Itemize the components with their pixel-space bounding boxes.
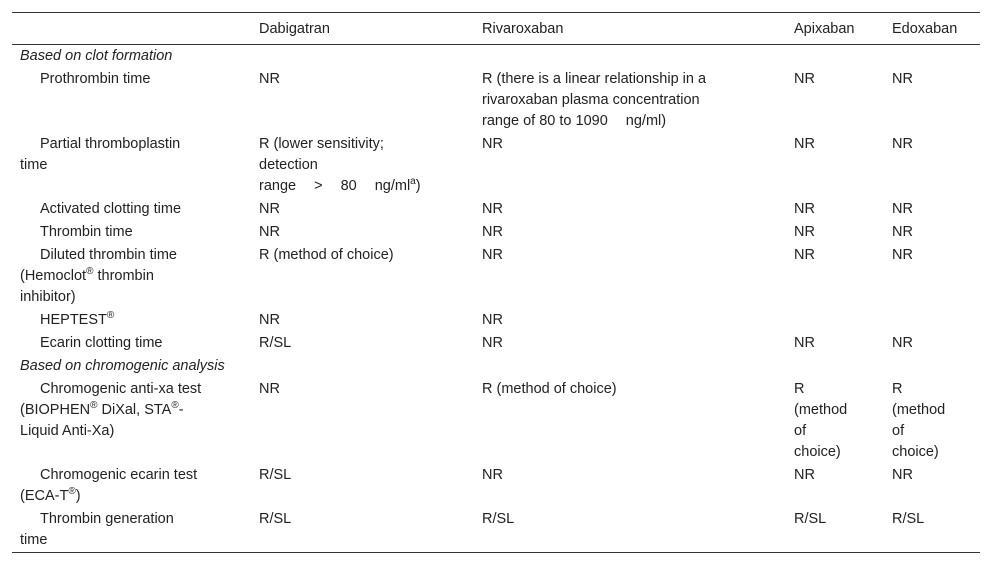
cell-apixaban <box>786 378 884 464</box>
row-label-line: time <box>20 157 48 173</box>
cell-edoxaban: NR <box>892 467 913 483</box>
cell-dabigatran: NR <box>259 224 280 240</box>
row-label: Thrombin time <box>40 224 133 240</box>
cell-line: (method <box>794 402 848 418</box>
cell-edoxaban: NR <box>892 136 913 152</box>
cell-rivaroxaban <box>474 68 786 133</box>
registered-mark: ® <box>68 486 76 498</box>
cell-line: ) <box>415 178 421 194</box>
row-label-line: DiXal, STA <box>97 402 172 418</box>
row-label-line: Partial thromboplastin <box>40 136 181 152</box>
table-row <box>12 508 980 553</box>
row-label <box>12 309 251 332</box>
cell-edoxaban: NR <box>892 335 913 351</box>
cell-line: R (there is a linear relationship in a <box>482 71 707 87</box>
row-label-line: Liquid Anti-Xa) <box>20 423 115 439</box>
table-row <box>12 68 980 133</box>
cell-apixaban: R/SL <box>794 511 827 527</box>
row-label: Prothrombin time <box>40 71 151 87</box>
row-label-line: Chromogenic anti-xa test <box>40 381 202 397</box>
registered-mark: ® <box>90 400 98 412</box>
row-label-line: inhibitor) <box>20 289 76 305</box>
cell-dabigatran: R/SL <box>259 511 292 527</box>
table-row <box>12 309 980 332</box>
cell-edoxaban <box>884 309 980 332</box>
cell-apixaban: NR <box>794 71 815 87</box>
cell-apixaban: NR <box>794 136 815 152</box>
cell-line: of <box>892 423 905 439</box>
section-clot-formation: Based on clot formation <box>20 48 173 64</box>
cell-apixaban <box>786 309 884 332</box>
table-row <box>12 221 980 244</box>
header-apixaban: Apixaban <box>794 20 855 37</box>
registered-mark: ® <box>106 310 115 322</box>
table-row <box>12 464 980 508</box>
cell-apixaban: NR <box>794 247 815 263</box>
row-label-line: (BIOPHEN <box>20 402 91 418</box>
row-label-line: ) <box>75 488 81 504</box>
cell-rivaroxaban: NR <box>482 201 503 217</box>
cell-dabigatran: R/SL <box>259 335 292 351</box>
cell-apixaban: NR <box>794 335 815 351</box>
cell-edoxaban: NR <box>892 201 913 217</box>
cell-dabigatran: NR <box>259 312 280 328</box>
header-row <box>12 13 980 45</box>
row-label-line: - <box>178 402 184 418</box>
table-row <box>12 198 980 221</box>
cell-apixaban: NR <box>794 201 815 217</box>
cell-dabigatran: NR <box>259 71 280 87</box>
cell-line: > <box>314 178 323 194</box>
header-rivaroxaban: Rivaroxaban <box>482 20 564 37</box>
registered-mark: ® <box>86 266 94 278</box>
cell-rivaroxaban: R (method of choice) <box>482 381 617 397</box>
section-row <box>12 355 980 378</box>
cell-rivaroxaban: R/SL <box>482 511 515 527</box>
cell-dabigatran: R/SL <box>259 467 292 483</box>
cell-line: R <box>892 381 903 397</box>
header-edoxaban: Edoxaban <box>892 20 958 37</box>
row-label-line: HEPTEST <box>40 312 107 328</box>
cell-edoxaban: R/SL <box>892 511 925 527</box>
cell-edoxaban: NR <box>892 247 913 263</box>
table-row <box>12 244 980 309</box>
cell-rivaroxaban: NR <box>482 136 503 152</box>
row-label-line: Diluted thrombin time <box>40 247 177 263</box>
header-dabigatran: Dabigatran <box>259 20 330 37</box>
cell-dabigatran <box>251 133 474 198</box>
header-blank <box>12 13 251 45</box>
section-chromogenic: Based on chromogenic analysis <box>20 358 225 374</box>
row-label-line: time <box>20 532 48 548</box>
cell-line: (method <box>892 402 946 418</box>
row-label <box>12 378 251 464</box>
cell-line: ng/ml <box>374 178 411 194</box>
table-row <box>12 378 980 464</box>
row-label: Activated clotting time <box>40 201 182 217</box>
cell-edoxaban <box>884 378 980 464</box>
cell-line: ng/ml) <box>625 113 667 129</box>
cell-rivaroxaban: NR <box>482 312 503 328</box>
cell-rivaroxaban: NR <box>482 467 503 483</box>
table-row <box>12 332 980 355</box>
row-label-line: (Hemoclot <box>20 268 87 284</box>
row-label-line: thrombin <box>93 268 154 284</box>
registered-mark: ® <box>171 400 179 412</box>
footnote-mark: a <box>410 176 416 188</box>
row-label: Ecarin clotting time <box>40 335 163 351</box>
cell-line: R <box>794 381 805 397</box>
cell-apixaban: NR <box>794 224 815 240</box>
section-row <box>12 45 980 69</box>
cell-line: choice) <box>892 444 939 460</box>
cell-line: R (lower sensitivity; <box>259 136 384 152</box>
cell-rivaroxaban: NR <box>482 224 503 240</box>
cell-rivaroxaban: NR <box>482 247 503 263</box>
row-label <box>12 133 251 198</box>
cell-line: detection <box>259 157 318 173</box>
cell-dabigatran: NR <box>259 201 280 217</box>
row-label-line: (ECA-T <box>20 488 69 504</box>
cell-apixaban: NR <box>794 467 815 483</box>
cell-line: of <box>794 423 807 439</box>
cell-dabigatran: NR <box>259 381 280 397</box>
cell-line: 80 <box>340 178 357 194</box>
row-label <box>12 244 251 309</box>
table-row <box>12 133 980 198</box>
row-label <box>12 464 251 508</box>
cell-line: range of 80 to 1090 <box>482 113 608 129</box>
cell-line: range <box>259 178 297 194</box>
row-label-line: Chromogenic ecarin test <box>40 467 198 483</box>
cell-line: choice) <box>794 444 841 460</box>
cell-rivaroxaban: NR <box>482 335 503 351</box>
cell-edoxaban: NR <box>892 224 913 240</box>
row-label <box>12 508 251 553</box>
cell-edoxaban: NR <box>892 71 913 87</box>
cell-line: rivaroxaban plasma concentration <box>482 92 700 108</box>
anticoagulant-test-table <box>12 12 980 553</box>
cell-dabigatran: R (method of choice) <box>259 247 394 263</box>
row-label-line: Thrombin generation <box>40 511 174 527</box>
